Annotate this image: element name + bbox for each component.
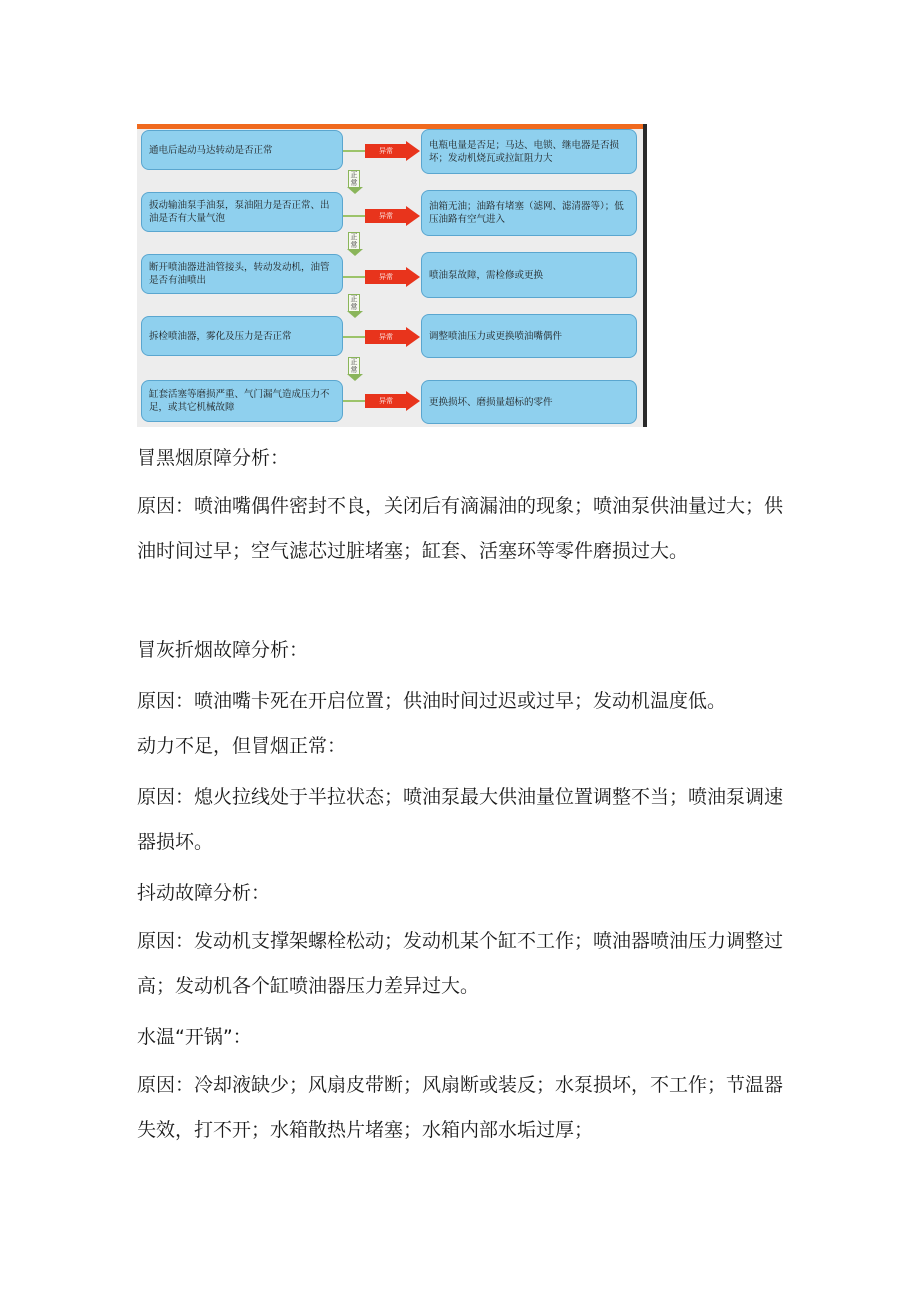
paragraph-boiling-water-cause: 原因：冷却液缺少；风扇皮带断；风扇断或装反；水泵损坏，不工作；节温器失效，打不开；水箱散热片堵塞；水箱内部水垢过厚；	[137, 1074, 784, 1141]
check-box-4: 拆检喷油器，雾化及压力是否正常	[141, 316, 343, 356]
connector-3	[343, 276, 365, 278]
result-box-1: 电瓶电量是否足；马达、电锁、继电器是否损坏；发动机烧瓦或拉缸阻力大	[421, 129, 637, 174]
abnormal-arrow-4: 异常	[365, 327, 421, 347]
check-box-1: 通电后起动马达转动是否正常	[141, 130, 343, 170]
check-box-5: 缸套活塞等磨损严重、气门漏气造成压力不足，或其它机械故障	[141, 380, 343, 422]
result-box-4: 调整喷油压力或更换喷油嘴偶件	[421, 314, 637, 358]
result-box-5: 更换损坏、磨损量超标的零件	[421, 380, 637, 424]
paragraph-gray-smoke-cause: 原因：喷油嘴卡死在开启位置；供油时间过迟或过早；发动机温度低。	[137, 690, 727, 712]
normal-arrow-3: 正常	[344, 294, 366, 318]
connector-4	[343, 336, 365, 338]
heading-boiling-water: 水温“开锅”：	[137, 1026, 252, 1048]
paragraph-vibration-cause: 原因：发动机支撑架螺栓松动；发动机某个缸不工作；喷油器喷油压力调整过高；发动机各个缸喷油器压力差异过大。	[137, 930, 784, 997]
abnormal-arrow-3: 异常	[365, 267, 421, 287]
connector-1	[343, 150, 365, 152]
result-box-2: 油箱无油；油路有堵塞（滤网、滤清器等）；低压油路有空气进入	[421, 190, 637, 236]
heading-black-smoke: 冒黑烟原障分析：	[137, 447, 290, 469]
abnormal-arrow-5: 异常	[365, 391, 421, 411]
heading-power-shortage: 动力不足，但冒烟正常：	[137, 735, 347, 757]
flowchart-right-edge	[643, 124, 647, 427]
abnormal-arrow-1: 异常	[365, 141, 421, 161]
normal-arrow-1: 正常	[344, 170, 366, 194]
paragraph-black-smoke-cause: 原因：喷油嘴偶件密封不良，关闭后有滴漏油的现象；喷油泵供油量过大；供油时间过早；空气滤芯过脏堵塞；缸套、活塞环等零件磨损过大。	[137, 495, 784, 562]
troubleshooting-flowchart	[137, 124, 647, 427]
result-box-3: 喷油泵故障，需检修或更换	[421, 252, 637, 298]
normal-arrow-2: 正常	[344, 232, 366, 256]
check-box-3: 断开喷油器进油管接头，转动发动机，油管是否有油喷出	[141, 254, 343, 294]
normal-arrow-4: 正常	[344, 357, 366, 381]
connector-2	[343, 215, 365, 217]
heading-gray-smoke: 冒灰折烟故障分析：	[137, 639, 309, 661]
heading-vibration: 抖动故障分析：	[137, 882, 271, 904]
paragraph-power-shortage-cause: 原因：熄火拉线处于半拉状态；喷油泵最大供油量位置调整不当；喷油泵调速器损坏。	[137, 786, 784, 853]
abnormal-arrow-2: 异常	[365, 206, 421, 226]
connector-5	[343, 400, 365, 402]
check-box-2: 扳动输油泵手油泵，泵油阻力是否正常、出油是否有大量气泡	[141, 192, 343, 232]
